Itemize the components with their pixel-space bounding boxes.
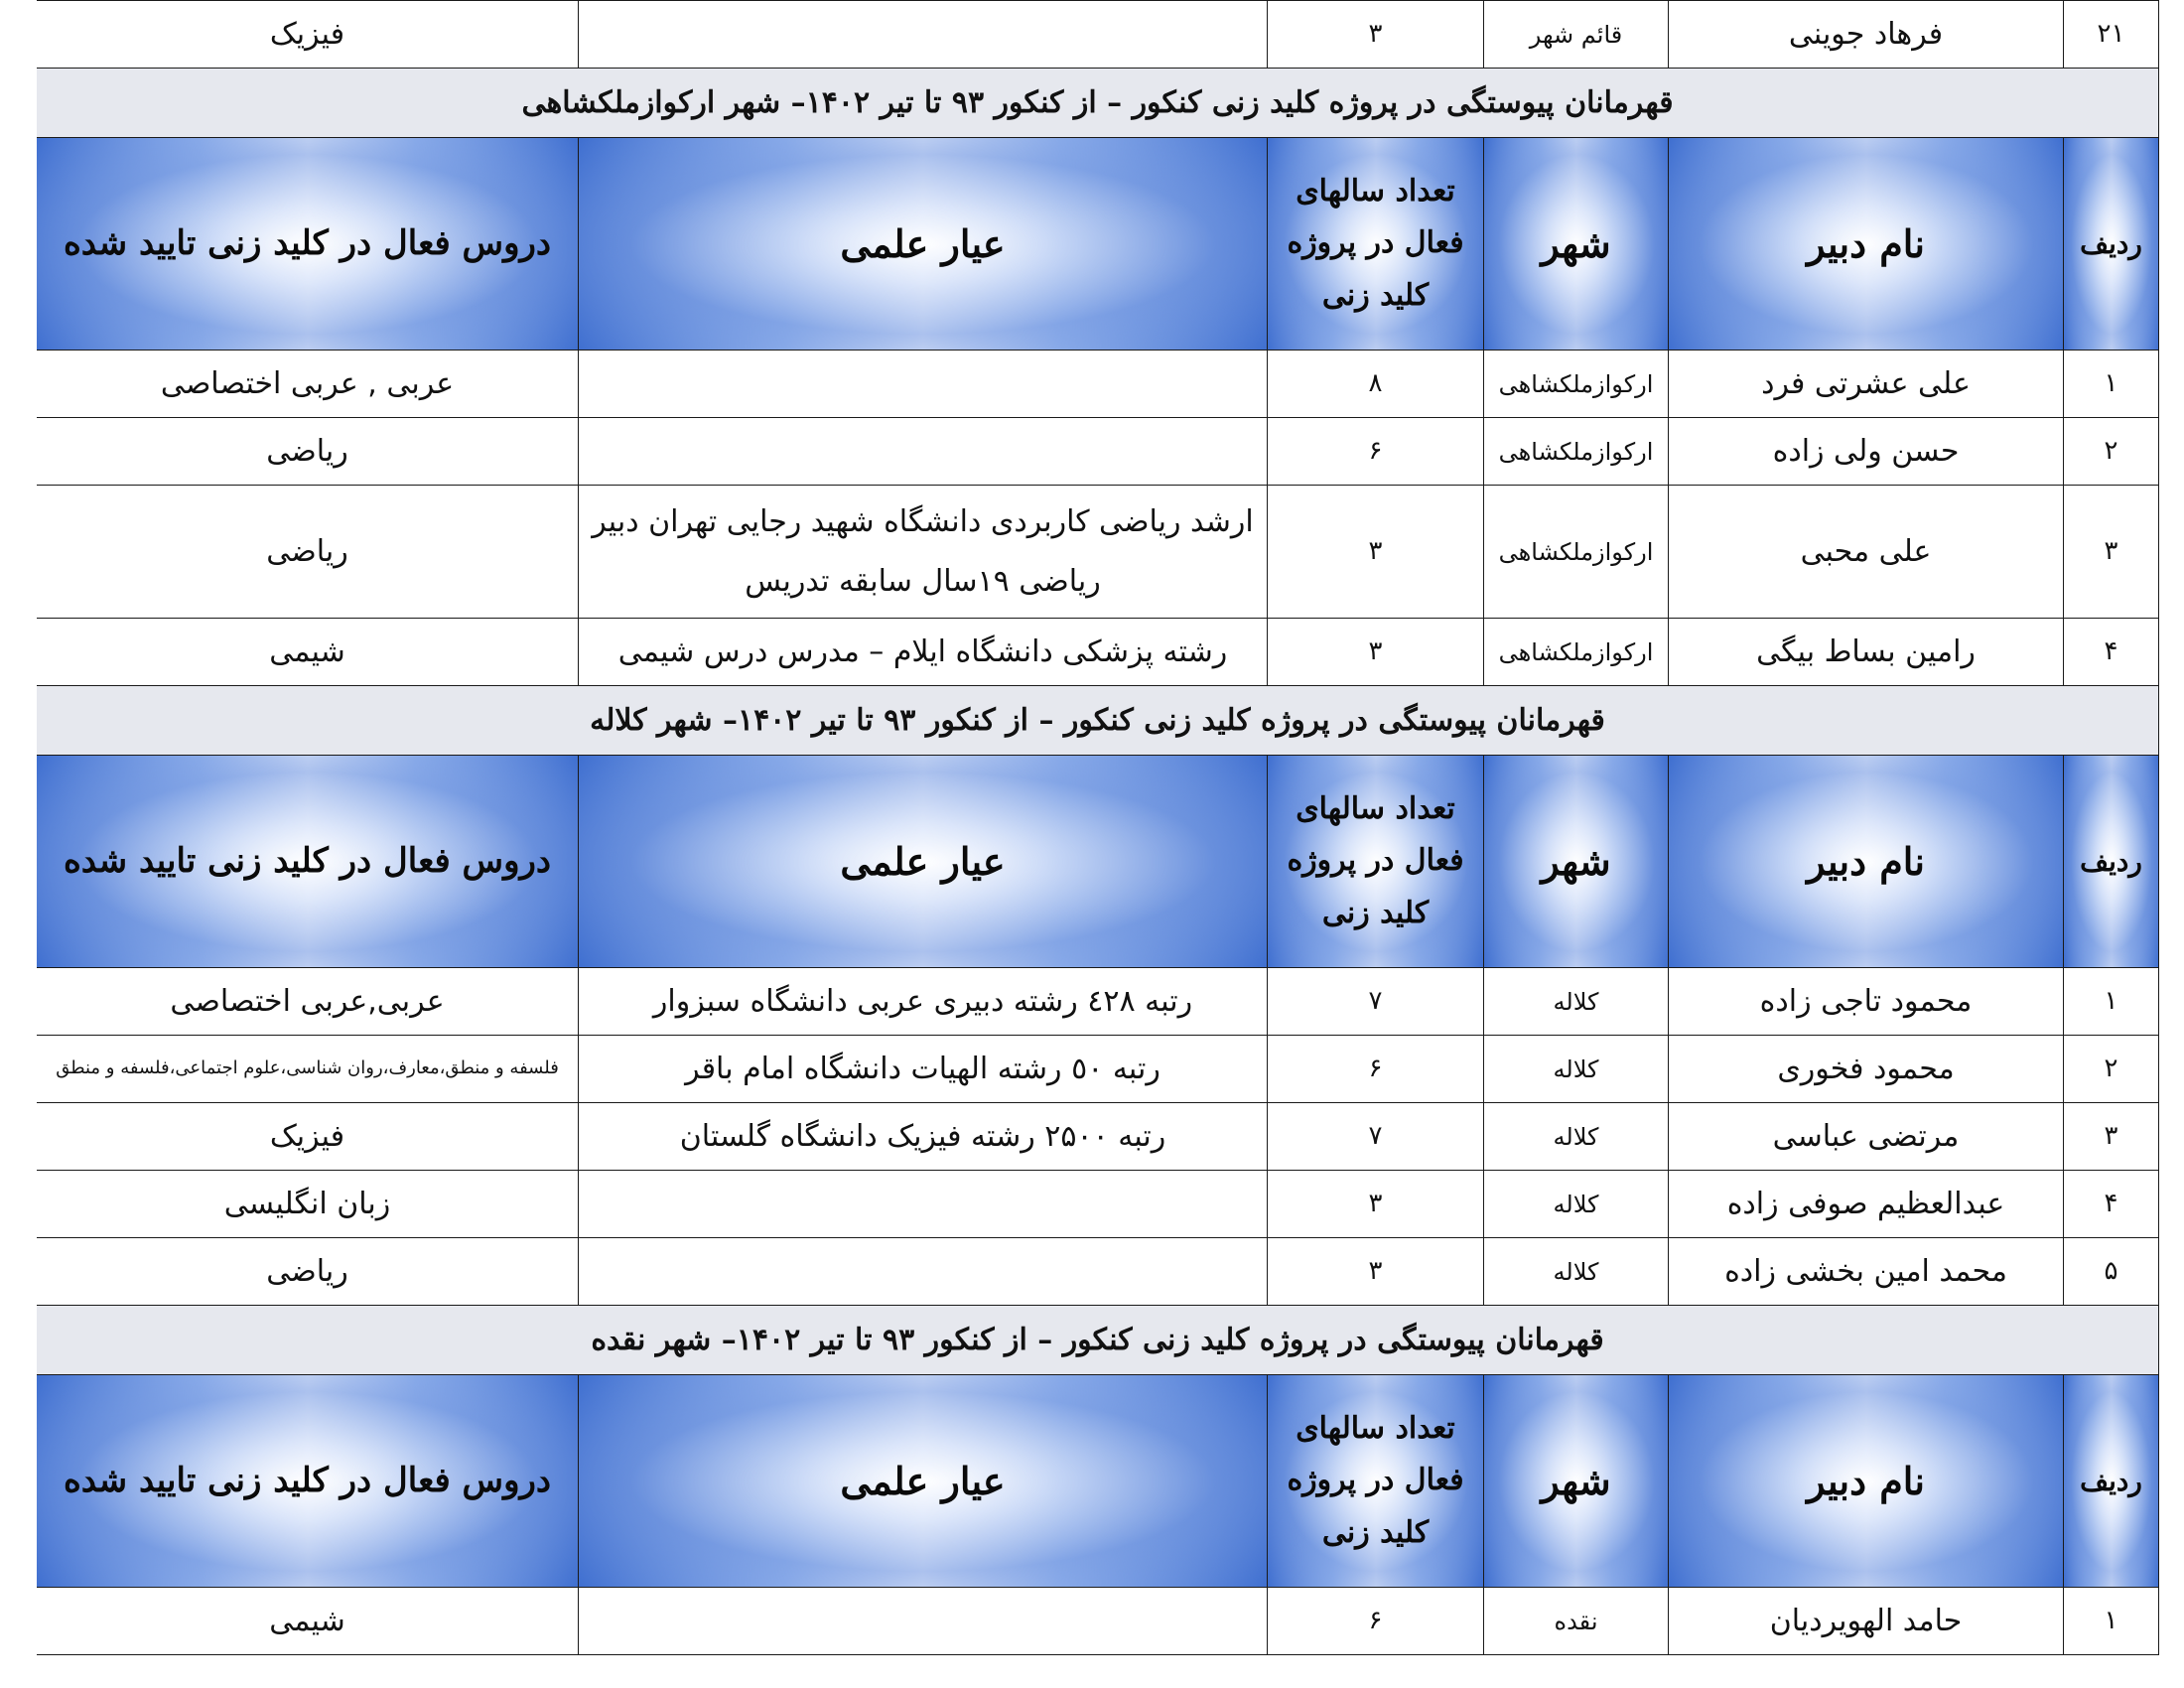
header-scientific-merit: عیار علمی <box>579 1375 1268 1588</box>
active-years: ۷ <box>1268 968 1484 1036</box>
city: کلاله <box>1484 1036 1669 1103</box>
city: قائم شهر <box>1484 1 1669 69</box>
row-number: ۵ <box>2064 1238 2159 1306</box>
teacher-name: محمد امین بخشی زاده <box>1669 1238 2064 1306</box>
table-row <box>37 1 2159 69</box>
approved-courses: شیمی <box>37 1588 579 1655</box>
header-active-years: تعداد سالهای فعال در پروژه کلید زنی <box>1268 138 1484 351</box>
teacher-name: حامد الهویردیان <box>1669 1588 2064 1655</box>
table-row <box>37 619 2159 686</box>
scientific-merit <box>579 418 1268 486</box>
header-approved-courses: دروس فعال در کلید زنی تایید شده <box>37 756 579 968</box>
row-number: ۳ <box>2064 1103 2159 1171</box>
active-years: ۳ <box>1268 1171 1484 1238</box>
table-row <box>37 351 2159 418</box>
scientific-merit <box>579 1588 1268 1655</box>
table-row <box>37 1588 2159 1655</box>
header-active-years: تعداد سالهای فعال در پروژه کلید زنی <box>1268 756 1484 968</box>
section-title: قهرمانان پیوستگی در پروژه کلید زنی کنکور – از کنکور ۹۳ تا تیر ۱۴۰۲– شهر نقده <box>37 1306 2159 1375</box>
approved-courses: فلسفه و منطق،معارف،روان شناسی،علوم اجتماعی،فلسفه و منطق <box>37 1036 579 1103</box>
header-row-number: ردیف <box>2064 138 2159 351</box>
approved-courses: زبان انگلیسی <box>37 1171 579 1238</box>
teacher-name: فرهاد جوینی <box>1669 1 2064 69</box>
teacher-name: حسن ولی زاده <box>1669 418 2064 486</box>
row-number: ۲۱ <box>2064 1 2159 69</box>
approved-courses: ریاضی <box>37 486 579 619</box>
table-body <box>37 1 2159 1655</box>
teacher-name: رامین بساط بیگی <box>1669 619 2064 686</box>
header-city: شهر <box>1484 756 1669 968</box>
header-scientific-merit: عیار علمی <box>579 756 1268 968</box>
row-number: ۱ <box>2064 968 2159 1036</box>
document-sheet <box>37 0 2159 1664</box>
row-number: ۳ <box>2064 486 2159 619</box>
table-row <box>37 486 2159 619</box>
approved-courses: عربی , عربی اختصاصی <box>37 351 579 418</box>
header-teacher-name: نام دبیر <box>1669 1375 2064 1588</box>
active-years: ۶ <box>1268 1036 1484 1103</box>
active-years: ۳ <box>1268 486 1484 619</box>
table-row <box>37 1171 2159 1238</box>
scientific-merit <box>579 1171 1268 1238</box>
city: کلاله <box>1484 1238 1669 1306</box>
row-number: ۴ <box>2064 619 2159 686</box>
active-years: ۳ <box>1268 1238 1484 1306</box>
city: نقده <box>1484 1588 1669 1655</box>
table-row <box>37 418 2159 486</box>
approved-courses: شیمی <box>37 619 579 686</box>
scientific-merit: رشته پزشکی دانشگاه ایلام – مدرس درس شیمی <box>579 619 1268 686</box>
row-number: ۲ <box>2064 1036 2159 1103</box>
city: کلاله <box>1484 1171 1669 1238</box>
section-title-row <box>37 686 2159 756</box>
scientific-merit: رتبه ٤٢٨ رشته دبیری عربی دانشگاه سبزوار <box>579 968 1268 1036</box>
header-row-number: ردیف <box>2064 756 2159 968</box>
approved-courses: عربی,عربی اختصاصی <box>37 968 579 1036</box>
active-years: ۳ <box>1268 1 1484 69</box>
header-approved-courses: دروس فعال در کلید زنی تایید شده <box>37 1375 579 1588</box>
scientific-merit <box>579 351 1268 418</box>
scientific-merit <box>579 1 1268 69</box>
approved-courses: فیزیک <box>37 1 579 69</box>
header-city: شهر <box>1484 1375 1669 1588</box>
row-number: ۲ <box>2064 418 2159 486</box>
scientific-merit <box>579 1238 1268 1306</box>
header-teacher-name: نام دبیر <box>1669 138 2064 351</box>
city: کلاله <box>1484 1103 1669 1171</box>
row-number: ۱ <box>2064 1588 2159 1655</box>
teacher-name: محمود فخوری <box>1669 1036 2064 1103</box>
teacher-name: علی عشرتی فرد <box>1669 351 2064 418</box>
active-years: ۶ <box>1268 1588 1484 1655</box>
city: ارکوازملکشاهی <box>1484 619 1669 686</box>
header-approved-courses: دروس فعال در کلید زنی تایید شده <box>37 138 579 351</box>
table-header-row <box>37 138 2159 351</box>
header-city: شهر <box>1484 138 1669 351</box>
teacher-name: محمود تاجی زاده <box>1669 968 2064 1036</box>
approved-courses: ریاضی <box>37 418 579 486</box>
header-active-years: تعداد سالهای فعال در پروژه کلید زنی <box>1268 1375 1484 1588</box>
row-number: ۱ <box>2064 351 2159 418</box>
teachers-table <box>37 0 2159 1655</box>
city: ارکوازملکشاهی <box>1484 418 1669 486</box>
active-years: ۶ <box>1268 418 1484 486</box>
city: ارکوازملکشاهی <box>1484 351 1669 418</box>
scientific-merit: رتبه ٥٠ رشته الهیات دانشگاه امام باقر <box>579 1036 1268 1103</box>
teacher-name: مرتضی عباسی <box>1669 1103 2064 1171</box>
scientific-merit: رتبه ۲۵۰۰ رشته فیزیک دانشگاه گلستان <box>579 1103 1268 1171</box>
scientific-merit: ارشد ریاضی کاربردی دانشگاه شهید رجایی تهران دبیر ریاضی ۱۹سال سابقه تدریس <box>579 486 1268 619</box>
header-teacher-name: نام دبیر <box>1669 756 2064 968</box>
city: کلاله <box>1484 968 1669 1036</box>
table-header-row <box>37 1375 2159 1588</box>
teacher-name: عبدالعظیم صوفی زاده <box>1669 1171 2064 1238</box>
table-row <box>37 968 2159 1036</box>
section-title-row <box>37 1306 2159 1375</box>
header-scientific-merit: عیار علمی <box>579 138 1268 351</box>
table-row <box>37 1103 2159 1171</box>
city: ارکوازملکشاهی <box>1484 486 1669 619</box>
table-row <box>37 1036 2159 1103</box>
section-title: قهرمانان پیوستگی در پروژه کلید زنی کنکور – از کنکور ۹۳ تا تیر ۱۴۰۲– شهر ارکوازملکشاهی <box>37 69 2159 138</box>
active-years: ۸ <box>1268 351 1484 418</box>
table-row <box>37 1238 2159 1306</box>
table-header-row <box>37 756 2159 968</box>
section-title-row <box>37 69 2159 138</box>
row-number: ۴ <box>2064 1171 2159 1238</box>
section-title: قهرمانان پیوستگی در پروژه کلید زنی کنکور – از کنکور ۹۳ تا تیر ۱۴۰۲– شهر کلاله <box>37 686 2159 756</box>
teacher-name: علی محبی <box>1669 486 2064 619</box>
active-years: ۳ <box>1268 619 1484 686</box>
header-row-number: ردیف <box>2064 1375 2159 1588</box>
active-years: ۷ <box>1268 1103 1484 1171</box>
approved-courses: ریاضی <box>37 1238 579 1306</box>
approved-courses: فیزیک <box>37 1103 579 1171</box>
